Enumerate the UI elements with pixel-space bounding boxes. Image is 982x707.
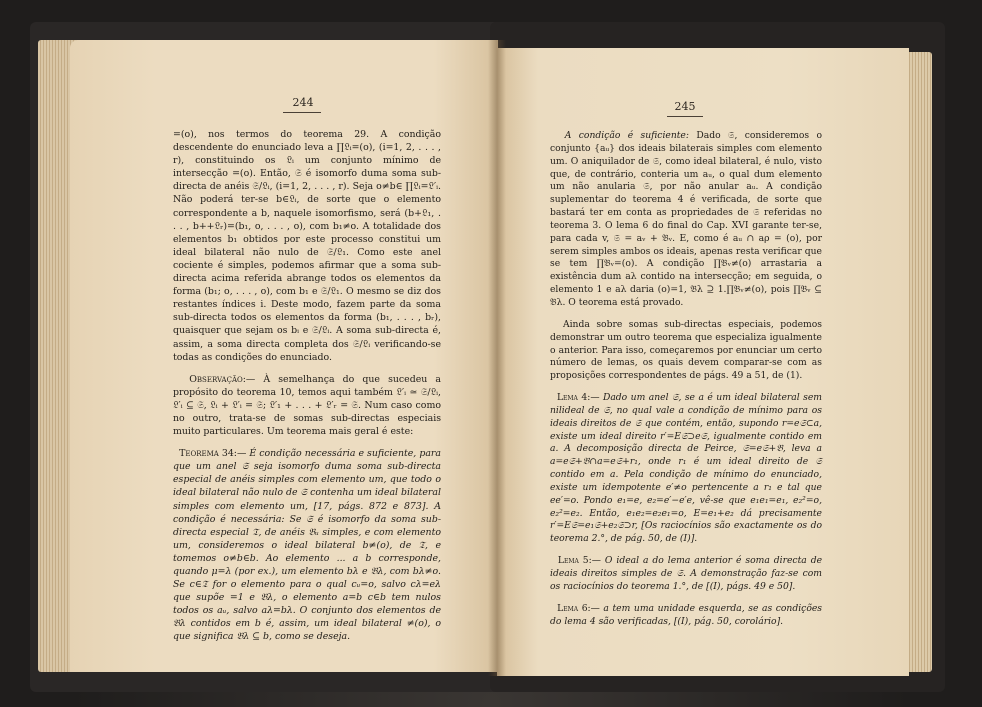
paragraph-lema-4 xyxy=(550,392,822,546)
paragraph-body: — O ideal a do lema anterior é soma directa de ideais direitos simples de 𝔖. A demonstração faz-se com os raciocínios do teorema 1.°, de [(I), págs. 49 e 50]. xyxy=(550,555,823,592)
paragraph-lead: Observação: xyxy=(189,373,246,385)
paragraph-lead: Lema 4: xyxy=(556,392,591,404)
paragraph: =(o), nos termos do teorema 29. A condição descendente do enunciado leva a ∏𝔏ᵢ=(o), (i=1, 2, . . . , r), constituindo os 𝔏ᵢ um conjunto mínimo de intersecção =(o). Então, 𝔖 é isomorfo duma soma sub-directa de anéis 𝔖/𝔏ᵢ, (i=1, 2, . . . , r). Seja o≠b∈ ∏𝔏ᵢ=𝔏′ᵢ. Não poderá ter-se b∈𝔏ᵢ, de sorte que o elemento correspondente a b, naquele isomorfismo, será (b+𝔏₁, . . . , b++𝔏ᵣ)=(b₁, o, . . . , o), com b₁≠o. A totalidade dos elementos b₁ obtidos por este processo constitui um ideal bilateral não nulo de 𝔖/𝔏₁. Como este anel cociente é simples, podemos afirmar que a soma sub-directa acima referida abrange todos os elementos da forma (b₁; o, . . . , o), com b₁ e 𝔖/𝔏₁. O mesmo se diz dos restantes índices i. Deste modo, fazem parte da soma sub-directa todos os elementos da forma (b₁, . . . , bᵣ), quaisquer que sejam os bᵢ e 𝔖/𝔏ᵢ. A soma sub-directa é, assim, a soma directa completa dos 𝔖/𝔏ᵢ verificando-se todas as condições do enunciado. xyxy=(173,129,441,363)
paragraph-body: — a tem uma unidade esquerda, se as condições do lema 4 são verificadas, [(I), pág. 50, corolário]. xyxy=(550,602,823,627)
paragraph-body: Ainda sobre somas sub-directas especiais, podemos demonstrar um outro teorema que especializa igualmente o anterior. Para isso, começaremos por enunciar um certo número de lemas, os quais devem comparar-se com as proposições correspondentes de págs. 49 a 51, de (1). xyxy=(550,318,822,382)
paragraph-body: — É condição necessária e suficiente, para que um anel 𝔖 seja isomorfo duma soma sub-directa especial de anéis simples com elemento um, que todo o ideal bilateral não nulo de 𝔖 contenha um ideal bilateral simples com elemento um, [17, págs. 872 e 873]. A condição é necessária: Se 𝔖 é isomorfo da soma sub-directa especial 𝔗, de anéis 𝔅ᵤ simples, e com elemento um, consideremos o ideal bilateral b≠(o), de 𝔗, e tomemos o≠b∈b. Ao elemento ... a b corresponde, quando μ=λ (por ex.), um elemento bλ e 𝔅λ, com bλ≠o. Se c∈𝔗 for o elemento para o qual cᵤ=o, salvo cλ=eλ que supõe =1 e 𝔅λ, o elemento a=b c∈b tem nulos todos os aᵤ, salvo aλ=bλ. O conjunto dos elementos de 𝔅λ contidos em b é, assim, um ideal bilateral ≠(o), o que significa 𝔅λ ⊆ b, como se deseja. xyxy=(173,448,441,643)
paragraph-lead: Teorema 34: xyxy=(179,448,237,460)
paragraph-lema-5 xyxy=(550,555,822,594)
paragraph-body: — À semelhança do que sucedeu a propósito do teorema 10, temos aqui também 𝔏′ᵢ ≃ 𝔖/𝔏ᵢ, 𝔏′ᵢ ⊆ 𝔖, 𝔏ᵢ + 𝔏′ᵢ = 𝔖; 𝔏′₁ + . . . + 𝔏′ᵣ = 𝔖. Num caso como no outro, trata-se de somas sub-directas especiais muito particulares. Um teorema mais geral é este: xyxy=(173,373,441,438)
paragraph-condicao-suficiente xyxy=(550,130,822,310)
paragraph-lead: Lema 5: xyxy=(557,555,592,567)
paragraph xyxy=(550,319,822,383)
paragraph-teorema-34 xyxy=(173,447,441,643)
page-block-edge-right xyxy=(906,52,932,672)
left-page-number: 244 xyxy=(292,96,314,109)
paragraph-lema-6 xyxy=(550,603,822,629)
paragraph-body: — Dado um anel 𝔖, se a é um ideal bilateral sem nilideal de 𝔖, no qual vale a condição de mínimo para os ideais direitos de 𝔖 que contém, então, supondo r=e𝔖⊂a, existe um ideal direito r′=E𝔖⊃e𝔖, igualmente contido em a. A decomposição directa de Peirce, 𝔖=e𝔖+𝔅, leva a a=e𝔖+𝔅∩a=e𝔖+r₁, onde r₁ é um ideal direito de 𝔖 contido em a. Pela condição de mínimo do enunciado, existe um idempotente e′≠o pertencente a r₁ e tal que ee′=o. Pondo e₁=e, e₂=e′−e′e, vê-se que e₁e₁=e₁, e₂²=o, e₂²=e₂. Então, e₁e₂=e₂e₁=o, E=e₁+e₂ dá precisamente r′=E𝔖=e₁𝔖+e₂𝔖⊃r, [Os raciocínios são exactamente os do teorema 2.°, de pág. 50, de (I)]. xyxy=(550,392,823,545)
right-page-number: 245 xyxy=(674,100,696,113)
paragraph-lead: A condição é suficiente: xyxy=(564,130,689,141)
left-page-text xyxy=(173,128,441,644)
paragraph-lead: Lema 6: xyxy=(557,602,591,614)
paragraph-observacao xyxy=(173,373,441,438)
book-gutter xyxy=(488,40,506,676)
right-page-text xyxy=(550,130,822,628)
paragraph-body: Dado 𝔖, consideremos o conjunto {aᵤ} dos ideais bilaterais simples com elemento um. O aniquilador de 𝔖, como ideal bilateral, é nulo, visto que, de contrário, conteria um aᵤ, o qual dum elemento um não anularia 𝔖, por não anular aᵤ. A condição suplementar do teorema 4 é verificada, de sorte que bastará ter em conta as propriedades de 𝔖 referidas no teorema 3. O lema 6 do final do Cap. XVI garante ter-se, para cada v, 𝔖 = aᵥ + 𝔅ᵥ. E, como é aᵤ ∩ aρ = (o), por serem simples ambos os ideais, apenas resta verificar que se tem ∏𝔅ᵥ=(o). A condição ∏𝔅ᵥ≠(o) arrastaria a existência dum aλ contido na intersecção; em seguida, o elemento 1 e aλ daria (o)=1, 𝔅λ ⊇ 1.∏𝔅ᵥ≠(o), pois ∏𝔅ᵥ ⊆ 𝔅λ. O teorema está provado. xyxy=(550,130,823,308)
right-page-number-rule xyxy=(667,116,703,117)
left-page-number-rule xyxy=(283,112,321,113)
